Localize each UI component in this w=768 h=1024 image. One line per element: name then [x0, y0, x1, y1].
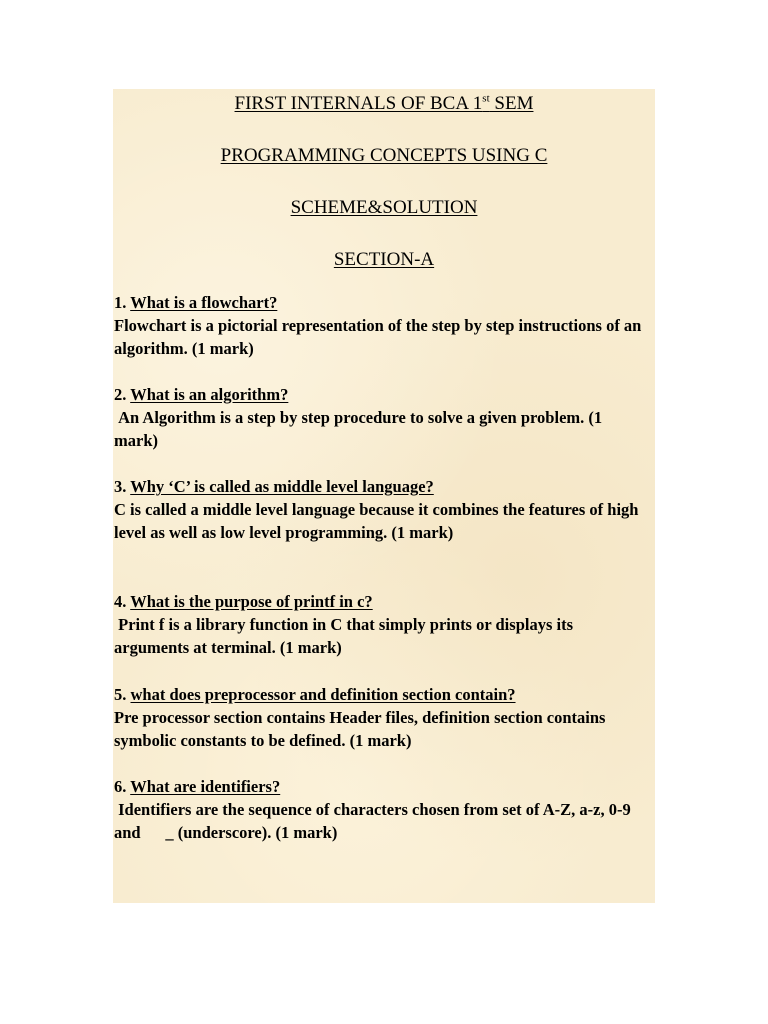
- question-3: [114, 475, 644, 498]
- question-3-number: 3.: [114, 477, 131, 496]
- question-2: [114, 383, 644, 406]
- answer-2: An Algorithm is a step by step procedure to solve a given problem. (1 mark): [114, 408, 607, 450]
- question-3-text: Why ‘C’ is called as middle level language?: [130, 477, 434, 496]
- question-block-4: [114, 590, 644, 659]
- title-superscript: st: [482, 92, 490, 105]
- question-1-text: What is a flowchart?: [130, 293, 278, 312]
- title-line-1: [113, 93, 655, 115]
- question-5: [114, 683, 644, 706]
- question-2-number: 2.: [114, 385, 131, 404]
- question-4-number: 4.: [114, 592, 131, 611]
- document-page: [113, 89, 655, 903]
- question-4: [114, 590, 644, 613]
- question-block-1: [114, 291, 644, 360]
- question-2-text: What is an algorithm?: [130, 385, 289, 404]
- answer-3: C is called a middle level language because it combines the features of high level as well as low level programming. (1 mark): [114, 500, 643, 542]
- question-block-5: [114, 683, 644, 752]
- question-block-3: [114, 475, 644, 544]
- question-6-number: 6.: [114, 777, 131, 796]
- question-1: [114, 291, 644, 314]
- title-line-2: PROGRAMMING CONCEPTS USING C: [220, 145, 548, 166]
- question-6-text: What are identifiers?: [130, 777, 281, 796]
- answer-5: Pre processor section contains Header files, definition section contains symbolic constants to be defined. (1 mark): [114, 708, 610, 750]
- question-1-number: 1.: [114, 293, 131, 312]
- title-line-3: SCHEME&SOLUTION: [290, 197, 478, 218]
- title-line-1-text: FIRST INTERNALS OF BCA 1: [234, 93, 483, 114]
- section-heading: SECTION-A: [333, 249, 435, 270]
- answer-4: Print f is a library function in C that simply prints or displays its arguments at terminal. (1 mark): [114, 615, 578, 657]
- question-block-6: [114, 775, 644, 844]
- answer-6: Identifiers are the sequence of characters chosen from set of A-Z, a-z, 0-9 and _ (underscore). (1 mark): [114, 800, 635, 842]
- question-6: [114, 775, 644, 798]
- question-4-text: What is the purpose of printf in c?: [130, 592, 373, 611]
- question-block-2: [114, 383, 644, 452]
- question-5-number: 5.: [114, 685, 131, 704]
- answer-1: Flowchart is a pictorial representation of the step by step instructions of an algorithm. (1 mark): [114, 316, 646, 358]
- title-line-1-tail: SEM: [489, 93, 534, 114]
- question-5-text: what does preprocessor and definition section contain?: [130, 685, 516, 704]
